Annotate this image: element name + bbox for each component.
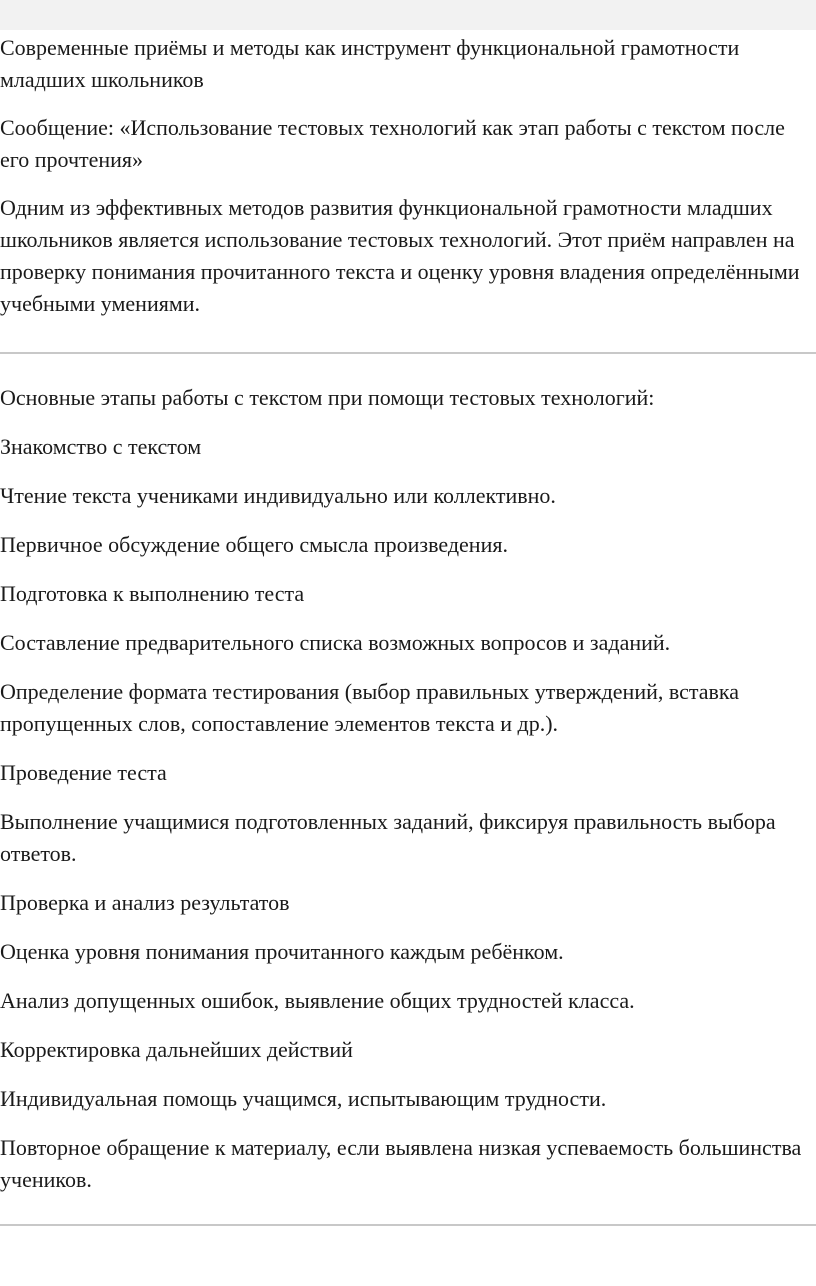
document-content: [0, 30, 814, 1226]
stage-item-10: Оценка уровня понимания прочитанного каждым ребёнком.: [0, 939, 564, 964]
stage-item-7: Проведение теста: [0, 760, 167, 785]
stage-item-2: Чтение текста учениками индивидуально или коллективно.: [0, 483, 556, 508]
stage-item-1: Знакомство с текстом: [0, 434, 202, 459]
intro-paragraph: Одним из эффективных методов развития функциональной грамотности младших школьников является использование тестовых технологий. Этот приём направлен на проверку понимания прочитанного текста и оценку уровня владения определёнными учебными умениями.: [0, 195, 800, 316]
stage-item-13: Индивидуальная помощь учащимся, испытывающим трудности.: [0, 1086, 607, 1111]
stage-item-8: Выполнение учащимися подготовленных заданий, фиксируя правильность выбора ответов.: [0, 809, 776, 866]
stage-item-11: Анализ допущенных ошибок, выявление общих трудностей класса.: [0, 988, 635, 1013]
stage-item-3: Первичное обсуждение общего смысла произведения.: [0, 532, 508, 557]
stage-item-12: Корректировка дальнейших действий: [0, 1037, 353, 1062]
stage-item-6: Определение формата тестирования (выбор правильных утверждений, вставка пропущенных слов, сопоставление элементов текста и др.).: [0, 679, 740, 736]
top-bar: [0, 0, 816, 30]
stage-item-5: Составление предварительного списка возможных вопросов и заданий.: [0, 630, 671, 655]
stage-item-4: Подготовка к выполнению теста: [0, 581, 305, 606]
section-stages: [0, 354, 814, 1196]
stage-item-14: Повторное обращение к материалу, если выявлена низкая успеваемость большинства учеников.: [0, 1135, 802, 1192]
stage-item-9: Проверка и анализ результатов: [0, 890, 290, 915]
message-paragraph: Сообщение: «Использование тестовых технологий как этап работы с текстом после его прочтения»: [0, 115, 785, 172]
document-title: Современные приёмы и методы как инструмент функциональной грамотности младших школьников: [0, 35, 740, 92]
section-intro: [0, 30, 814, 320]
stages-heading: Основные этапы работы с текстом при помощи тестовых технологий:: [0, 385, 655, 410]
divider-2: [0, 1224, 816, 1226]
